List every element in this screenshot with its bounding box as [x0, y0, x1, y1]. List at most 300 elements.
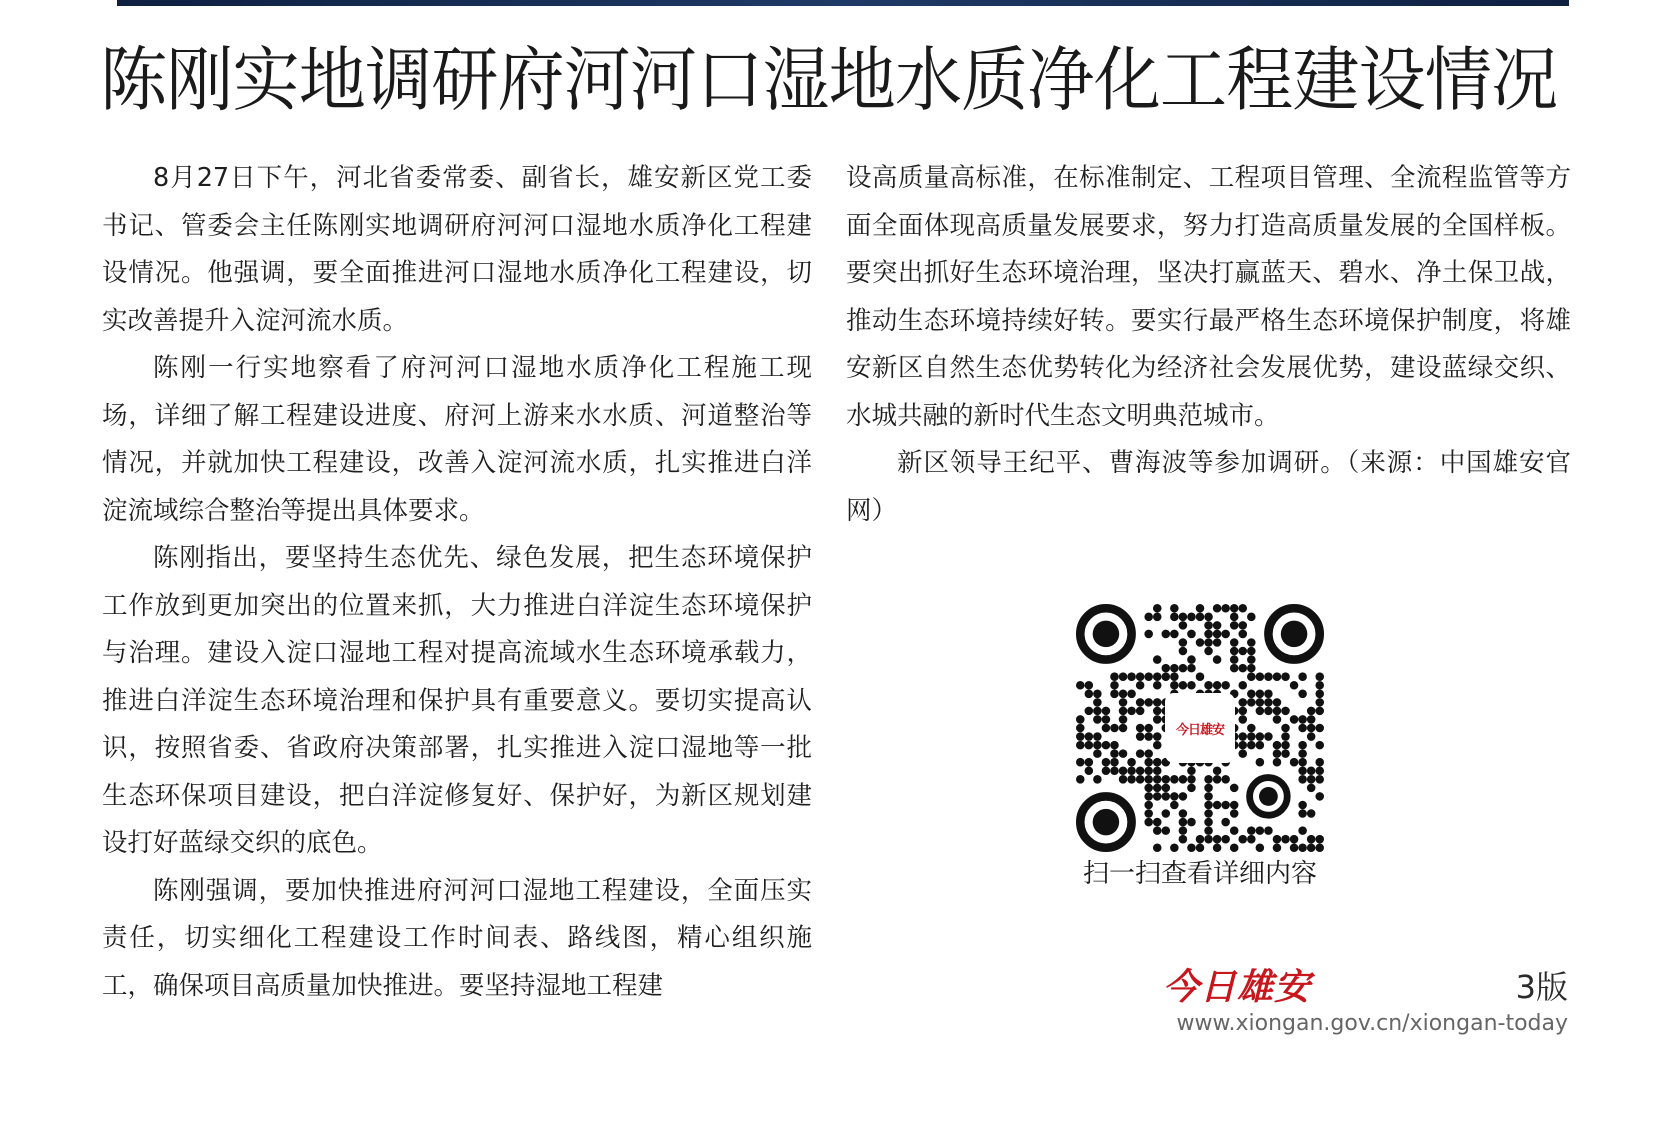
qr-module — [1213, 621, 1222, 630]
qr-module — [1273, 707, 1282, 716]
qr-module — [1298, 715, 1307, 724]
qr-module — [1238, 732, 1247, 741]
qr-module — [1110, 758, 1119, 767]
qr-module — [1144, 724, 1153, 733]
qr-module — [1315, 672, 1324, 681]
qr-module — [1102, 715, 1111, 724]
qr-module — [1179, 613, 1188, 622]
qr-module — [1187, 775, 1196, 784]
qr-module — [1307, 766, 1316, 775]
qr-module — [1281, 724, 1290, 733]
qr-module — [1307, 707, 1316, 716]
qr-module — [1281, 749, 1290, 758]
qr-module — [1144, 801, 1153, 810]
qr-module — [1093, 775, 1102, 784]
paragraph-closing: 新区领导王纪平、曹海波等参加调研。（来源：中国雄安官网） — [846, 448, 1571, 526]
qr-module — [1204, 826, 1213, 835]
qr-module — [1170, 792, 1179, 801]
qr-module — [1247, 826, 1256, 835]
qr-module — [1170, 775, 1179, 784]
qr-module — [1196, 835, 1205, 844]
qr-module — [1204, 784, 1213, 793]
qr-module — [1230, 655, 1239, 664]
qr-module — [1162, 630, 1171, 639]
qr-module — [1153, 698, 1162, 707]
qr-module — [1196, 638, 1205, 647]
qr-module — [1153, 818, 1162, 827]
qr-module — [1213, 801, 1222, 810]
qr-module — [1273, 758, 1282, 767]
qr-finder-dot — [1093, 621, 1120, 648]
qr-module — [1076, 732, 1085, 741]
qr-module — [1119, 766, 1128, 775]
qr-module — [1102, 758, 1111, 767]
qr-module — [1144, 792, 1153, 801]
qr-module — [1213, 775, 1222, 784]
qr-module — [1230, 801, 1239, 810]
qr-module — [1264, 698, 1273, 707]
qr-module — [1153, 655, 1162, 664]
qr-code-icon[interactable] — [1076, 604, 1324, 852]
qr-module — [1179, 792, 1188, 801]
qr-module — [1119, 749, 1128, 758]
paragraph-1: 8月27日下午，河北省委常委、副省长，雄安新区党工委书记、管委会主任陈刚实地调研府河河口湿地水质净化工程建设情况。他强调，要全面推进河口湿地水质净化工程建设，切实改善提升入淀河流水质。 — [102, 163, 812, 336]
qr-module — [1110, 741, 1119, 750]
qr-module — [1076, 775, 1085, 784]
qr-module — [1290, 681, 1299, 690]
qr-module — [1281, 732, 1290, 741]
qr-module — [1153, 681, 1162, 690]
qr-module — [1153, 758, 1162, 767]
qr-module — [1119, 707, 1128, 716]
qr-module — [1204, 621, 1213, 630]
qr-module — [1230, 613, 1239, 622]
qr-module — [1298, 809, 1307, 818]
page-number: 3版 — [1515, 968, 1568, 1006]
qr-module — [1315, 758, 1324, 767]
qr-module — [1187, 843, 1196, 852]
qr-module — [1256, 707, 1265, 716]
qr-module — [1204, 775, 1213, 784]
qr-module — [1162, 809, 1171, 818]
qr-module — [1196, 672, 1205, 681]
qr-module — [1298, 749, 1307, 758]
qr-module — [1102, 741, 1111, 750]
qr-module — [1281, 672, 1290, 681]
qr-module — [1315, 741, 1324, 750]
qr-module — [1230, 690, 1239, 699]
qr-module — [1298, 826, 1307, 835]
qr-module — [1179, 681, 1188, 690]
qr-module — [1162, 826, 1171, 835]
qr-module — [1204, 801, 1213, 810]
qr-module — [1153, 784, 1162, 793]
article-left-column — [102, 155, 812, 1010]
qr-module — [1273, 843, 1282, 852]
qr-module — [1298, 741, 1307, 750]
qr-module — [1221, 604, 1230, 613]
qr-module — [1136, 732, 1145, 741]
qr-module — [1187, 766, 1196, 775]
qr-module — [1170, 664, 1179, 673]
qr-module — [1213, 843, 1222, 852]
qr-module — [1119, 715, 1128, 724]
qr-module — [1093, 749, 1102, 758]
qr-module — [1281, 741, 1290, 750]
qr-module — [1238, 647, 1247, 656]
article-headline: 陈刚实地调研府河河口湿地水质净化工程建设情况 — [100, 39, 1558, 121]
paragraph-2: 陈刚一行实地察看了府河河口湿地水质净化工程施工现场，详细了解工程建设进度、府河上游来水水质、河道整治等情况，并就加快工程建设，改善入淀河流水质，扎实推进白洋淀流域综合整治等提出具体要求。 — [102, 353, 812, 526]
qr-module — [1153, 613, 1162, 622]
qr-module — [1162, 758, 1171, 767]
qr-module — [1221, 835, 1230, 844]
qr-module — [1136, 672, 1145, 681]
qr-finder-dot — [1093, 809, 1120, 836]
qr-module — [1204, 638, 1213, 647]
qr-module — [1127, 775, 1136, 784]
qr-module — [1221, 630, 1230, 639]
qr-module — [1247, 732, 1256, 741]
qr-module — [1256, 741, 1265, 750]
qr-module — [1238, 698, 1247, 707]
qr-module — [1290, 758, 1299, 767]
qr-module — [1153, 792, 1162, 801]
qr-module — [1273, 749, 1282, 758]
qr-module — [1119, 690, 1128, 699]
qr-module — [1264, 690, 1273, 699]
qr-module — [1230, 638, 1239, 647]
qr-module — [1179, 664, 1188, 673]
qr-center-logo: 今日雄安 — [1168, 696, 1232, 760]
qr-module — [1102, 707, 1111, 716]
qr-module — [1170, 672, 1179, 681]
qr-module — [1110, 672, 1119, 681]
qr-module — [1204, 613, 1213, 622]
qr-module — [1256, 698, 1265, 707]
qr-module — [1230, 664, 1239, 673]
brand-logo: 今日雄安 — [1163, 966, 1312, 1008]
qr-module — [1144, 732, 1153, 741]
qr-module — [1136, 724, 1145, 733]
qr-module — [1230, 809, 1239, 818]
qr-module — [1230, 621, 1239, 630]
qr-module — [1247, 690, 1256, 699]
qr-module — [1221, 801, 1230, 810]
qr-module — [1238, 681, 1247, 690]
qr-module — [1153, 732, 1162, 741]
qr-module — [1247, 698, 1256, 707]
qr-module — [1264, 732, 1273, 741]
qr-module — [1076, 681, 1085, 690]
qr-module — [1187, 681, 1196, 690]
qr-module — [1307, 784, 1316, 793]
qr-module — [1256, 732, 1265, 741]
paragraph-4-continued: 设高质量高标准，在标准制定、工程项目管理、全流程监管等方面全面体现高质量发展要求，努力打造高质量发展的全国样板。要突出抓好生态环境治理，坚决打赢蓝天、碧水、净土保卫战，推动生态环境持续好转。要实行最严格生态环境保护制度，将雄安新区自然生态优势转化为经济社会发展优势，建设蓝绿交织、水城共融的新时代生态文明典范城市。 — [846, 163, 1571, 431]
qr-module — [1187, 613, 1196, 622]
qr-module — [1298, 672, 1307, 681]
qr-module — [1170, 630, 1179, 639]
qr-module — [1230, 604, 1239, 613]
qr-module — [1110, 766, 1119, 775]
qr-module — [1196, 843, 1205, 852]
qr-module — [1179, 647, 1188, 656]
qr-module — [1264, 826, 1273, 835]
qr-module — [1315, 707, 1324, 716]
qr-module — [1238, 664, 1247, 673]
qr-module — [1315, 775, 1324, 784]
qr-module — [1264, 707, 1273, 716]
qr-module — [1315, 724, 1324, 733]
qr-module — [1144, 672, 1153, 681]
qr-module — [1144, 613, 1153, 622]
qr-module — [1247, 638, 1256, 647]
qr-module — [1085, 681, 1094, 690]
qr-module — [1230, 784, 1239, 793]
qr-module — [1221, 681, 1230, 690]
qr-module — [1238, 707, 1247, 716]
qr-module — [1179, 826, 1188, 835]
qr-module — [1119, 698, 1128, 707]
qr-module — [1315, 690, 1324, 699]
qr-caption: 扫一扫查看详细内容 — [1082, 859, 1317, 889]
qr-module — [1153, 604, 1162, 613]
qr-module — [1144, 630, 1153, 639]
qr-module — [1213, 681, 1222, 690]
qr-module — [1179, 638, 1188, 647]
qr-module — [1170, 843, 1179, 852]
qr-module — [1093, 732, 1102, 741]
qr-module — [1213, 630, 1222, 639]
qr-module — [1085, 758, 1094, 767]
qr-module — [1144, 784, 1153, 793]
qr-module — [1238, 749, 1247, 758]
qr-module — [1238, 630, 1247, 639]
qr-module — [1307, 809, 1316, 818]
qr-module — [1179, 775, 1188, 784]
qr-module — [1204, 630, 1213, 639]
qr-module — [1102, 724, 1111, 733]
qr-module — [1144, 818, 1153, 827]
qr-module — [1187, 630, 1196, 639]
qr-module — [1298, 801, 1307, 810]
qr-module — [1230, 647, 1239, 656]
site-url-link[interactable]: www.xiongan.gov.cn/xiongan-today — [1176, 1011, 1568, 1036]
qr-module — [1076, 715, 1085, 724]
qr-module — [1153, 775, 1162, 784]
qr-module — [1127, 690, 1136, 699]
top-banner-bar — [117, 0, 1569, 6]
qr-module — [1247, 741, 1256, 750]
qr-module — [1221, 775, 1230, 784]
qr-module — [1187, 784, 1196, 793]
qr-module — [1119, 672, 1128, 681]
qr-module — [1307, 775, 1316, 784]
qr-module — [1127, 766, 1136, 775]
qr-module — [1102, 766, 1111, 775]
qr-module — [1153, 826, 1162, 835]
qr-module — [1179, 835, 1188, 844]
qr-module — [1127, 672, 1136, 681]
qr-module — [1238, 604, 1247, 613]
qr-module — [1136, 698, 1145, 707]
qr-module — [1273, 698, 1282, 707]
qr-module — [1247, 647, 1256, 656]
qr-module — [1315, 843, 1324, 852]
qr-module — [1298, 690, 1307, 699]
qr-module — [1315, 792, 1324, 801]
qr-module — [1204, 818, 1213, 827]
qr-module — [1093, 690, 1102, 699]
qr-finder-dot — [1281, 621, 1308, 648]
qr-module — [1264, 672, 1273, 681]
qr-module — [1136, 681, 1145, 690]
qr-module — [1179, 809, 1188, 818]
qr-module — [1315, 766, 1324, 775]
qr-module — [1196, 604, 1205, 613]
qr-module — [1170, 613, 1179, 622]
qr-module — [1170, 604, 1179, 613]
qr-module — [1153, 672, 1162, 681]
qr-module — [1153, 715, 1162, 724]
qr-module — [1085, 690, 1094, 699]
qr-module — [1144, 775, 1153, 784]
qr-module — [1273, 835, 1282, 844]
qr-module — [1085, 741, 1094, 750]
qr-module — [1144, 758, 1153, 767]
qr-module — [1076, 741, 1085, 750]
paragraph-3: 陈刚指出，要坚持生态优先、绿色发展，把生态环境保护工作放到更加突出的位置来抓，大力推进白洋淀生态环境保护与治理。建设入淀口湿地工程对提高流域水生态环境承载力，推进白洋淀生态环境治理和保护具有重要意义。要切实提高认识，按照省委、省政府决策部署，扎实推进入淀口湿地等一批生态环保项目建设，把白洋淀修复好、保护好，为新区规划建设打好蓝绿交织的底色。 — [102, 543, 812, 858]
qr-module — [1085, 707, 1094, 716]
qr-module — [1247, 835, 1256, 844]
qr-module — [1273, 672, 1282, 681]
qr-module — [1256, 672, 1265, 681]
qr-module — [1187, 655, 1196, 664]
qr-module — [1076, 724, 1085, 733]
qr-module — [1204, 835, 1213, 844]
qr-module — [1153, 766, 1162, 775]
qr-module — [1247, 664, 1256, 673]
qr-module — [1144, 809, 1153, 818]
qr-module — [1076, 758, 1085, 767]
qr-module — [1110, 724, 1119, 733]
qr-module — [1179, 621, 1188, 630]
qr-module — [1110, 749, 1119, 758]
qr-module — [1307, 715, 1316, 724]
qr-module — [1127, 758, 1136, 767]
qr-module — [1153, 843, 1162, 852]
qr-module — [1136, 775, 1145, 784]
qr-module — [1204, 792, 1213, 801]
qr-module — [1144, 698, 1153, 707]
qr-module — [1162, 775, 1171, 784]
qr-module — [1281, 707, 1290, 716]
qr-module — [1144, 766, 1153, 775]
qr-module — [1085, 732, 1094, 741]
qr-module — [1204, 647, 1213, 656]
qr-module — [1298, 766, 1307, 775]
qr-module — [1298, 724, 1307, 733]
qr-module — [1162, 784, 1171, 793]
qr-module — [1170, 681, 1179, 690]
qr-module — [1273, 741, 1282, 750]
qr-module — [1204, 681, 1213, 690]
qr-module — [1256, 826, 1265, 835]
qr-module — [1093, 715, 1102, 724]
qr-module — [1110, 681, 1119, 690]
qr-module — [1187, 818, 1196, 827]
qr-module — [1187, 664, 1196, 673]
qr-module — [1110, 690, 1119, 699]
qr-module — [1290, 835, 1299, 844]
qr-module — [1127, 707, 1136, 716]
qr-module — [1213, 766, 1222, 775]
qr-module — [1085, 766, 1094, 775]
qr-module — [1238, 741, 1247, 750]
qr-module — [1315, 681, 1324, 690]
qr-module — [1290, 715, 1299, 724]
qr-module — [1281, 835, 1290, 844]
qr-module — [1307, 843, 1316, 852]
qr-module — [1162, 672, 1171, 681]
qr-module — [1238, 835, 1247, 844]
qr-module — [1204, 809, 1213, 818]
qr-module — [1238, 715, 1247, 724]
qr-module — [1179, 818, 1188, 827]
qr-module — [1093, 698, 1102, 707]
qr-module — [1307, 732, 1316, 741]
qr-module — [1144, 749, 1153, 758]
article-right-column — [846, 155, 1571, 535]
qr-module — [1213, 655, 1222, 664]
qr-module — [1307, 835, 1316, 844]
qr-module — [1221, 818, 1230, 827]
qr-module — [1162, 792, 1171, 801]
qr-module — [1136, 707, 1145, 716]
qr-module — [1298, 843, 1307, 852]
qr-module — [1298, 758, 1307, 767]
paragraph-4: 陈刚强调，要加快推进府河河口湿地工程建设，全面压实责任，切实细化工程建设工作时间表、路线图，精心组织施工，确保项目高质量加快推进。要坚持湿地工程建 — [102, 875, 812, 1001]
qr-module — [1093, 707, 1102, 716]
qr-module — [1136, 766, 1145, 775]
qr-module — [1093, 741, 1102, 750]
qr-module — [1119, 724, 1128, 733]
qr-module — [1256, 690, 1265, 699]
qr-module — [1247, 613, 1256, 622]
qr-module — [1307, 724, 1316, 733]
qr-module — [1256, 758, 1265, 767]
qr-module — [1273, 715, 1282, 724]
qr-module — [1256, 843, 1265, 852]
qr-module — [1213, 835, 1222, 844]
qr-module — [1196, 613, 1205, 622]
qr-module — [1247, 672, 1256, 681]
qr-module — [1238, 621, 1247, 630]
qr-module — [1315, 698, 1324, 707]
qr-module — [1247, 724, 1256, 733]
qr-module — [1213, 604, 1222, 613]
qr-finder-dot — [1259, 787, 1278, 806]
qr-module — [1136, 749, 1145, 758]
qr-module — [1290, 843, 1299, 852]
qr-module — [1170, 801, 1179, 810]
qr-module — [1162, 664, 1171, 673]
qr-module — [1213, 638, 1222, 647]
qr-module — [1230, 843, 1239, 852]
qr-module — [1153, 707, 1162, 716]
qr-module — [1298, 775, 1307, 784]
qr-module — [1119, 775, 1128, 784]
qr-module — [1153, 741, 1162, 750]
